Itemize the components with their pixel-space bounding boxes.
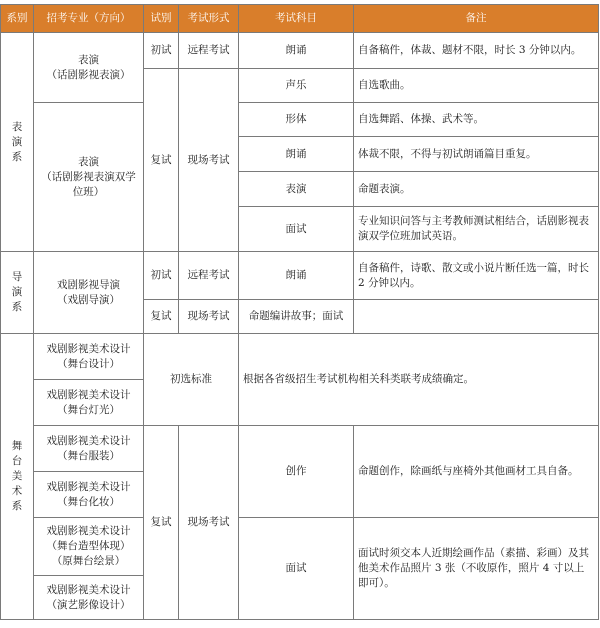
major-label: 表演 （话剧影视表演双学位班） [41,155,136,198]
department-label: 舞台美术系 [11,440,23,512]
table-row [1,33,599,69]
header-subject: 考试科目 [239,5,354,33]
major-cell [34,252,144,334]
notes-cell: 自选舞蹈、体操、武术等。 [354,103,599,137]
major-cell [34,33,144,103]
table-row [1,518,599,576]
notes-cell: 命题创作，除画纸与座椅外其他画材工具自备。 [354,426,599,518]
major-cell [34,380,144,426]
subject-cell: 面试 [239,518,354,620]
major-label: 戏剧影视美术设计 （舞台造型体现） （原舞台绘景） [46,525,131,567]
major-label: 表演 （话剧影视表演） [46,53,131,81]
table-row [1,426,599,472]
header-round: 试别 [144,5,179,33]
major-label: 戏剧影视美术设计 （舞台化妆） [46,480,131,508]
round-cell: 复试 [144,426,179,620]
major-label: 戏剧影视导演 （戏剧导演） [57,278,120,306]
round-cell: 初试 [144,33,179,69]
notes-cell: 自选歌曲。 [354,69,599,103]
notes-cell: 专业知识问答与主考教师测试相结合，话剧影视表演双学位班加试英语。 [354,207,599,252]
notes-cell: 自备稿件，诗歌、散文或小说片断任选一篇，时长 2 分钟以内。 [354,252,599,300]
major-cell [34,518,144,576]
department-cell [1,33,34,252]
header-notes: 备注 [354,5,599,33]
major-label: 戏剧影视美术设计 （舞台设计） [46,342,131,370]
major-label: 戏剧影视美术设计 （舞台灯光） [46,388,131,416]
subject-cell: 朗诵 [239,137,354,172]
major-cell [34,576,144,620]
major-cell [34,334,144,380]
notes-cell [354,300,599,334]
exam-form-cell: 远程考试 [179,252,239,300]
major-cell [34,426,144,472]
table-row [1,252,599,300]
major-cell [34,103,144,252]
subject-cell: 创作 [239,426,354,518]
department-label: 表演系 [11,120,23,163]
subject-cell: 声乐 [239,69,354,103]
round-cell: 初试 [144,252,179,300]
notes-cell: 体裁不限，不得与初试朗诵篇目重复。 [354,137,599,172]
table-row [1,103,599,137]
table-row [1,334,599,380]
notes-cell: 面试时须交本人近期绘画作品（素描、彩画）及其他美术作品照片 3 张（不收原作，照片 4 寸以上即可）。 [354,518,599,620]
round-cell: 复试 [144,69,179,252]
major-label: 戏剧影视美术设计 （演艺影像设计） [46,583,131,611]
subject-cell: 面试 [239,207,354,252]
prelim-standard-cell: 初选标准 [144,334,239,426]
header-department: 系别 [1,5,34,33]
exam-form-cell: 现场考试 [179,300,239,334]
major-cell [34,472,144,518]
major-label: 戏剧影视美术设计 （舞台服装） [46,434,131,462]
department-cell [1,334,34,620]
notes-cell: 命题表演。 [354,172,599,207]
table-header-row [1,5,599,33]
admission-exam-table-container [0,4,598,620]
round-cell: 复试 [144,300,179,334]
subject-cell: 命题编讲故事；面试 [239,300,354,334]
admission-exam-table [0,4,599,620]
notes-cell: 根据各省级招生考试机构相关科类联考成绩确定。 [239,334,599,426]
department-label: 导演系 [11,271,23,313]
subject-cell: 朗诵 [239,33,354,69]
department-cell [1,252,34,334]
subject-cell: 表演 [239,172,354,207]
header-major: 招考专业（方向） [34,5,144,33]
header-exam-form: 考试形式 [179,5,239,33]
exam-form-cell: 现场考试 [179,69,239,252]
subject-cell: 朗诵 [239,252,354,300]
notes-cell: 自备稿件，体裁、题材不限，时长 3 分钟以内。 [354,33,599,69]
exam-form-cell: 现场考试 [179,426,239,620]
subject-cell: 形体 [239,103,354,137]
exam-form-cell: 远程考试 [179,33,239,69]
